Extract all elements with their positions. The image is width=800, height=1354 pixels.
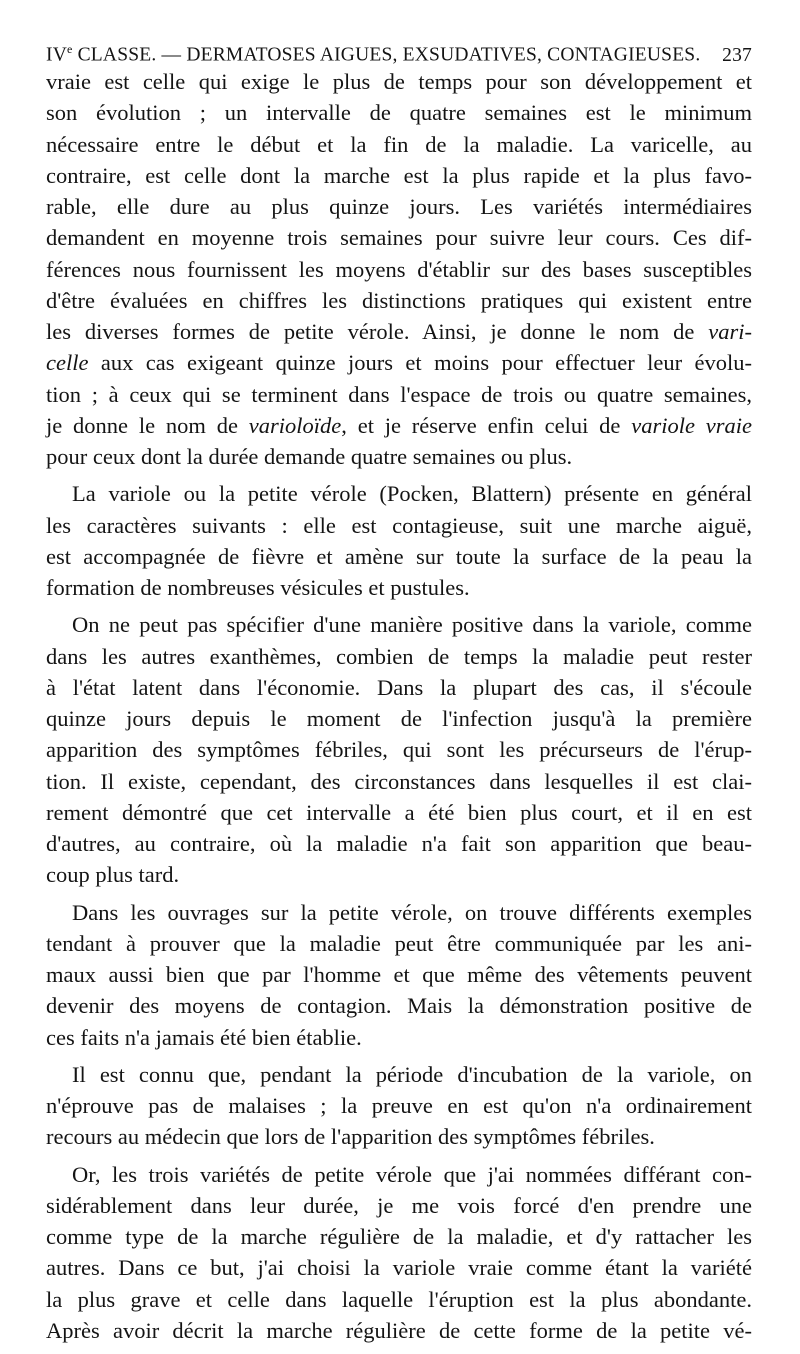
text-line: La variole ou la petite vérole (Pocken, Blattern) présente en général [72, 481, 752, 507]
text-line: autres. Dans ce but, j'ai choisi la variole vraie comme étant la variété [46, 1255, 752, 1281]
text-line [46, 347, 752, 378]
italic-term: variole vraie [631, 412, 752, 438]
text-line: ces faits n'a jamais été bien établie. [46, 1024, 362, 1050]
italic-term: vari- [708, 319, 752, 344]
text-line: Dans les ouvrages sur la petite vérole, on trouve différents exemples [72, 899, 752, 925]
italic-term: varioloïde [248, 412, 342, 438]
text-line: n'éprouve pas de malaises ; la preuve en est qu'on n'a ordinairement [46, 1093, 752, 1118]
text-line: recours au médecin que lors de l'apparition des symptômes fébriles. [46, 1124, 655, 1150]
text-line: son évolution ; un intervalle de quatre semaines est le minimum [46, 100, 752, 126]
text-line: rement démontré que cet intervalle a été bien plus court, et il en est [46, 799, 752, 825]
text-line [46, 410, 752, 441]
text-line: Après avoir décrit la marche régulière de cette forme de la petite vé- [46, 1317, 752, 1343]
text-run: les diverses formes de petite vérole. Ainsi, je donne le nom de [46, 319, 709, 344]
paragraph [46, 609, 752, 890]
text-line: d'être évaluées en chiffres les distinctions pratiques qui existent entre [46, 287, 752, 313]
text-line: Or, les trois variétés de petite vérole que j'ai nommées différant con- [72, 1161, 752, 1187]
text-line: maux aussi bien que par l'homme et que même des vêtements peuvent [46, 962, 752, 987]
text-line: tendant à prouver que la maladie peut être communiquée par les ani- [46, 930, 752, 956]
text-line: devenir des moyens de contagion. Mais la démonstration positive de [46, 993, 752, 1019]
paragraph [46, 66, 752, 472]
text-run: je donne le nom de [46, 412, 249, 438]
running-head-superscript: e [66, 42, 73, 56]
text-line: tion. Il existe, cependant, des circonstances dans lesquelles il est clai- [46, 768, 752, 794]
text-line: nécessaire entre le début et la fin de la maladie. La varicelle, au [46, 131, 752, 157]
text-line: sidérablement dans leur durée, je me vois forcé d'en prendre une [46, 1192, 752, 1218]
text-line: Il est connu que, pendant la période d'incubation de la variole, on [72, 1061, 752, 1087]
text-line: vraie est celle qui exige le plus de temps pour son développement et [46, 69, 752, 94]
text-line: rable, elle dure au plus quinze jours. Les variétés intermédiaires [46, 194, 752, 219]
text-line: d'autres, au contraire, où la maladie n'a fait son apparition que beau- [46, 831, 752, 856]
text-line: coup plus tard. [46, 862, 180, 888]
text-run: , et je réserve enfin celui de [341, 412, 632, 438]
text-line: apparition des symptômes fébriles, qui sont les précurseurs de l'érup- [46, 737, 752, 763]
text-line: demandent en moyenne trois semaines pour suivre leur cours. Ces dif- [46, 225, 752, 251]
paragraph [46, 478, 752, 603]
page-number: 237 [722, 44, 752, 66]
text-line: contraire, est celle dont la marche est la plus rapide et la plus favo- [46, 162, 752, 188]
text-line: à l'état latent dans l'économie. Dans la plupart des cas, il s'écoule [46, 674, 752, 700]
running-head-class-numeral: IV [46, 44, 67, 66]
book-page [46, 34, 752, 1352]
paragraph [46, 1159, 752, 1347]
paragraph [46, 1059, 752, 1153]
text-line: comme type de la marche régulière de la maladie, et d'y rattacher les [46, 1224, 752, 1249]
text-run: aux cas exigeant quinze jours et moins pour effectuer leur évolu- [88, 350, 752, 376]
text-line: quinze jours depuis le moment de l'infection jusqu'à la première [46, 706, 752, 731]
text-line: les caractères suivants : elle est contagieuse, suit une marche aiguë, [46, 512, 752, 538]
text-line: tion ; à ceux qui se terminent dans l'espace de trois ou quatre semaines, [46, 381, 752, 407]
text-line [46, 316, 752, 347]
text-line: formation de nombreuses vésicules et pustules. [46, 575, 470, 600]
text-line: pour ceux dont la durée demande quatre semaines ou plus. [46, 444, 573, 469]
italic-term: celle [46, 350, 89, 376]
text-line: dans les autres exanthèmes, combien de temps la maladie peut rester [46, 643, 752, 669]
text-line: férences nous fournissent les moyens d'établir sur des bases susceptibles [46, 256, 752, 282]
text-line: On ne peut pas spécifier d'une manière positive dans la variole, comme [72, 612, 752, 638]
paragraph [46, 897, 752, 1053]
running-head-title-text: CLASSE. — DERMATOSES AIGUES, EXSUDATIVES, CONTAGIEUSES. [72, 44, 701, 66]
text-line: est accompagnée de fièvre et amène sur toute la surface de la peau la [46, 543, 752, 569]
text-line: la plus grave et celle dans laquelle l'éruption est la plus abondante. [46, 1286, 752, 1312]
running-head [46, 34, 752, 64]
